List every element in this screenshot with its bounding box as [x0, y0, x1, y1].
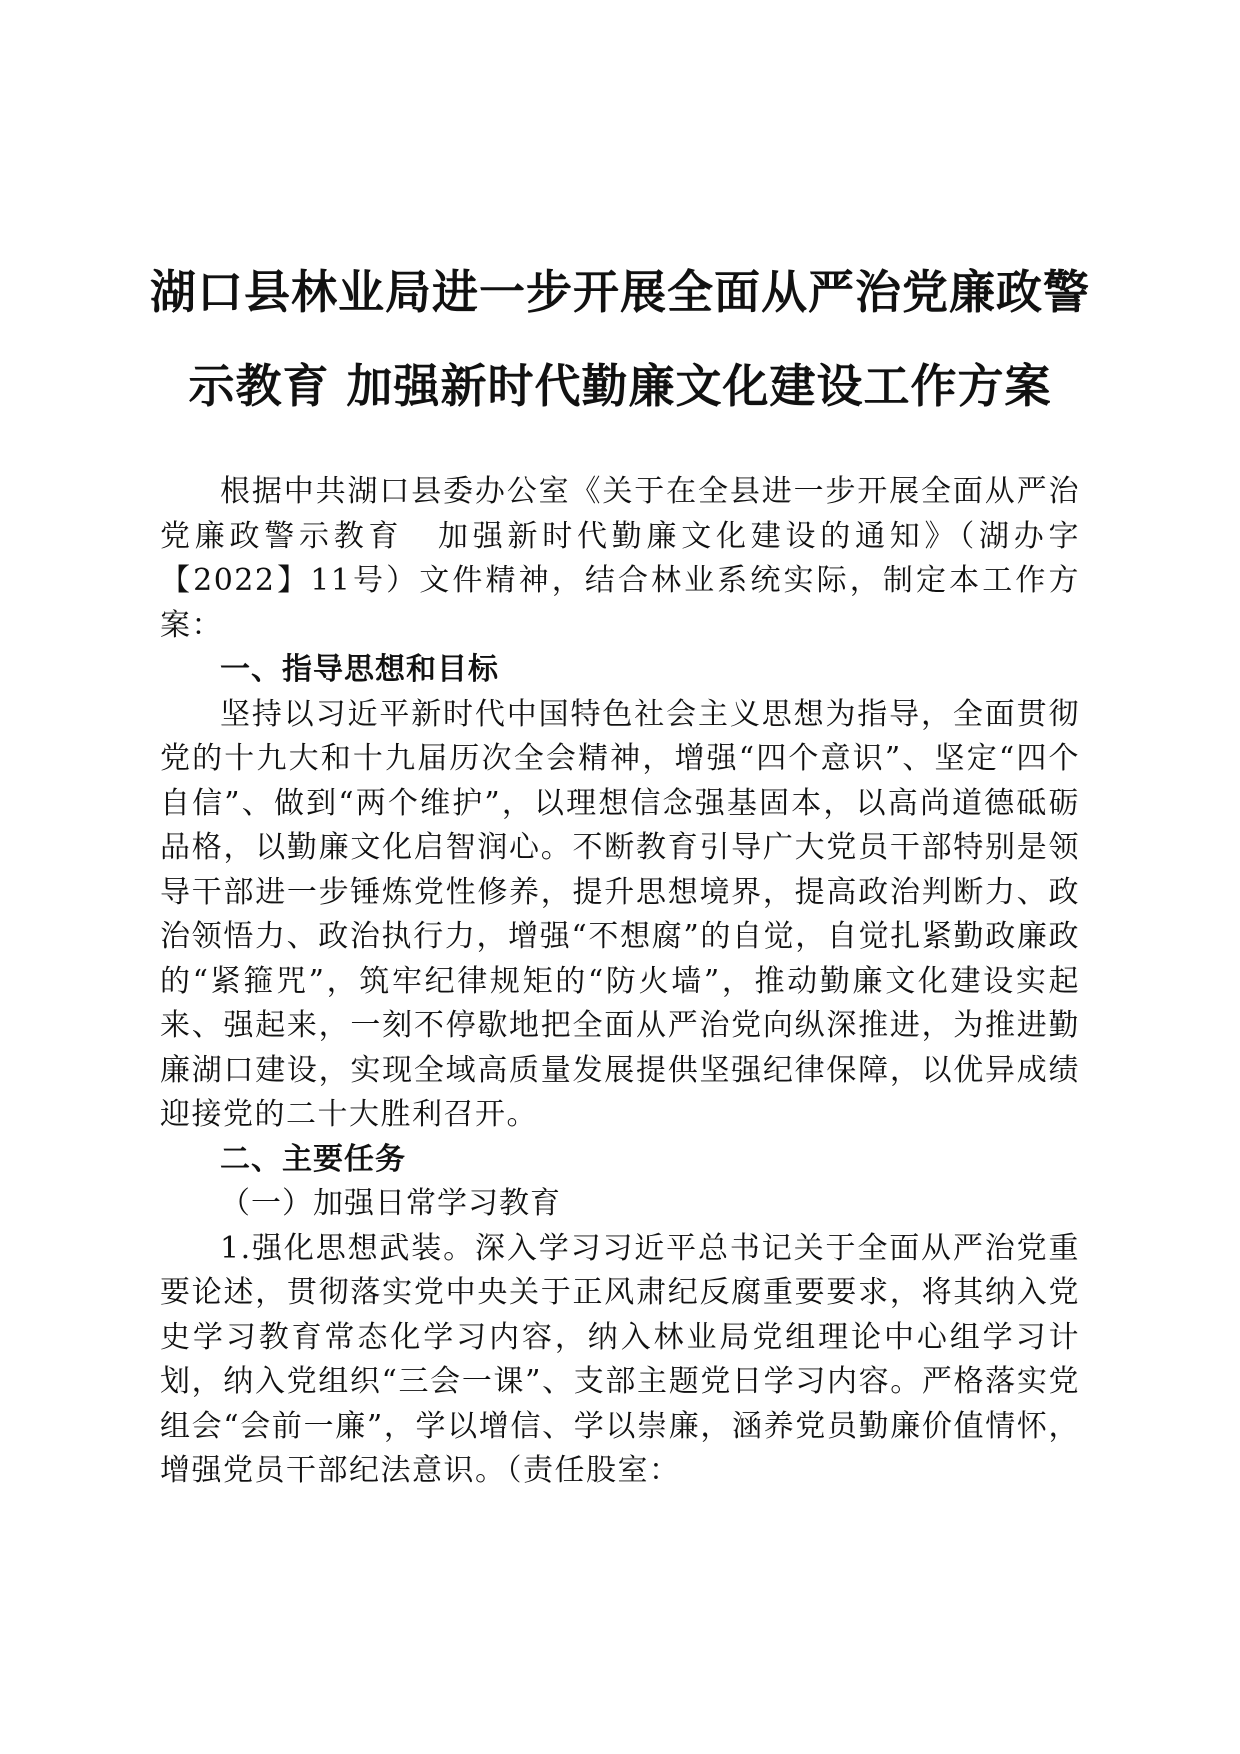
document-body [160, 470, 1080, 1494]
item-paragraph-ideological-armament: 1.强化思想武装。深入学习习近平总书记关于全面从严治党重要论述，贯彻落实党中央关于正风肃纪反腐重要要求，将其纳入党史学习教育常态化学习内容，纳入林业局党组理论中心组学习计划，纳入党组织“三会一课”、支部主题党日学习内容。严格落实党组会“会前一廉”，学以增信、学以崇廉，涵养党员勤廉价值情怀，增强党员干部纪法意识。（责任股室： [160, 1230, 1080, 1488]
title-line-1: 湖口县林业局进一步开展全面从严治党廉政警 [150, 265, 1090, 319]
subsection-heading-daily-learning: （一）加强日常学习教育 [220, 1186, 561, 1221]
section-heading-guiding-ideology: 一、指导思想和目标 [220, 652, 499, 687]
section-heading-main-tasks: 二、主要任务 [220, 1141, 406, 1177]
intro-paragraph: 根据中共湖口县委办公室《关于在全县进一步开展全面从严治党廉政警示教育 加强新时代勤廉文化建设的通知》（湖办字【2022】11号）文件精神，结合林业系统实际，制定本工作方案： [160, 474, 1080, 643]
title-line-2: 示教育 加强新时代勤廉文化建设工作方案 [188, 359, 1052, 413]
document-title [150, 245, 1090, 433]
section-paragraph-guiding-ideology: 坚持以习近平新时代中国特色社会主义思想为指导，全面贯彻党的十九大和十九届历次全会精神，增强“四个意识”、坚定“四个自信”、做到“两个维护”，以理想信念强基固本，以高尚道德砥砺品格，以勤廉文化启智润心。不断教育引导广大党员干部特别是领导干部进一步锤炼党性修养，提升思想境界，提高政治判断力、政治领悟力、政治执行力，增强“不想腐”的自觉，自觉扎紧勤政廉政的“紧箍咒”，筑牢纪律规矩的“防火墙”，推动勤廉文化建设实起来、强起来，一刻不停歇地把全面从严治党向纵深推进，为推进勤廉湖口建设，实现全域高质量发展提供坚强纪律保障，以优异成绩迎接党的二十大胜利召开。 [160, 696, 1080, 1132]
